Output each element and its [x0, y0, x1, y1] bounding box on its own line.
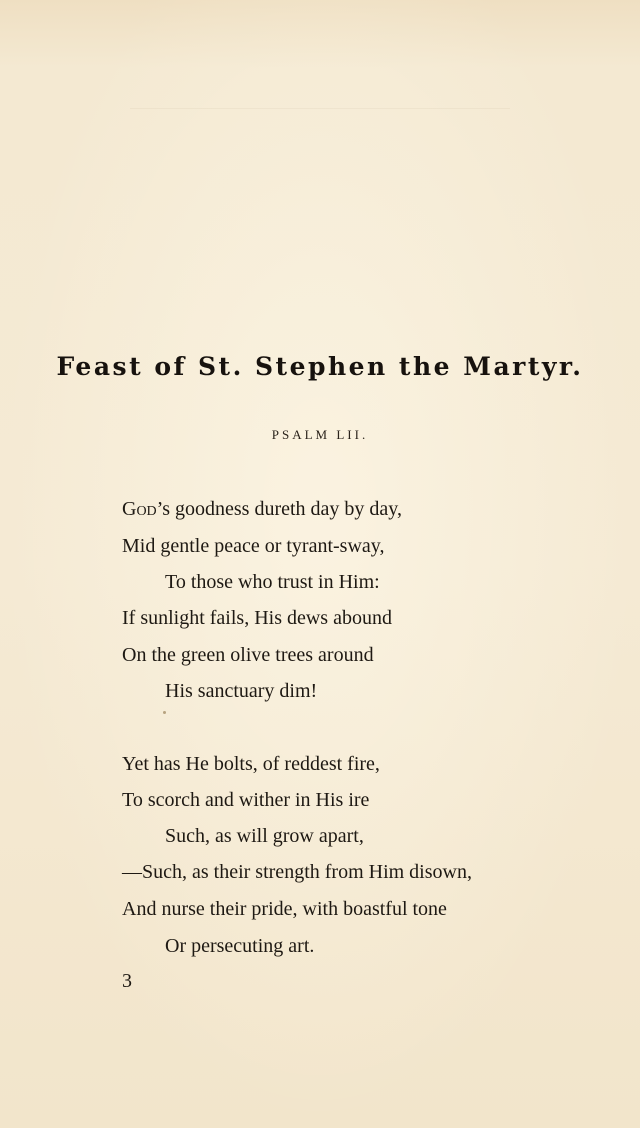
psalm-subtitle: PSALM LII. [271, 427, 369, 442]
page-title: Feast of St. Stephen the Martyr. [56, 352, 584, 381]
poem-line: Yet has He bolts, of reddest fire, [122, 753, 380, 775]
poem-line: Or persecuting art. [165, 935, 315, 957]
poem-line [122, 498, 402, 521]
small-caps-word: God [122, 498, 157, 520]
poem-line: —Such, as their strength from Him disown, [122, 861, 472, 883]
poem-line: Such, as will grow apart, [165, 825, 364, 847]
line-text: ’s goodness dureth day by day, [156, 498, 403, 520]
page-number: 3 [122, 970, 132, 992]
poem-line: His sanctuary dim! [165, 680, 318, 702]
poem-line: On the green olive trees around [122, 644, 374, 666]
poem-line: Mid gentle peace or tyrant-sway, [122, 535, 385, 557]
poem-line: To those who trust in Him: [165, 571, 380, 593]
paper-speck [163, 711, 166, 714]
show-through-texture [130, 108, 510, 349]
poem-line: And nurse their pride, with boastful tone [122, 898, 447, 920]
poem-line: If sunlight fails, His dews abound [122, 607, 392, 629]
poem-line: To scorch and wither in His ire [122, 789, 370, 811]
